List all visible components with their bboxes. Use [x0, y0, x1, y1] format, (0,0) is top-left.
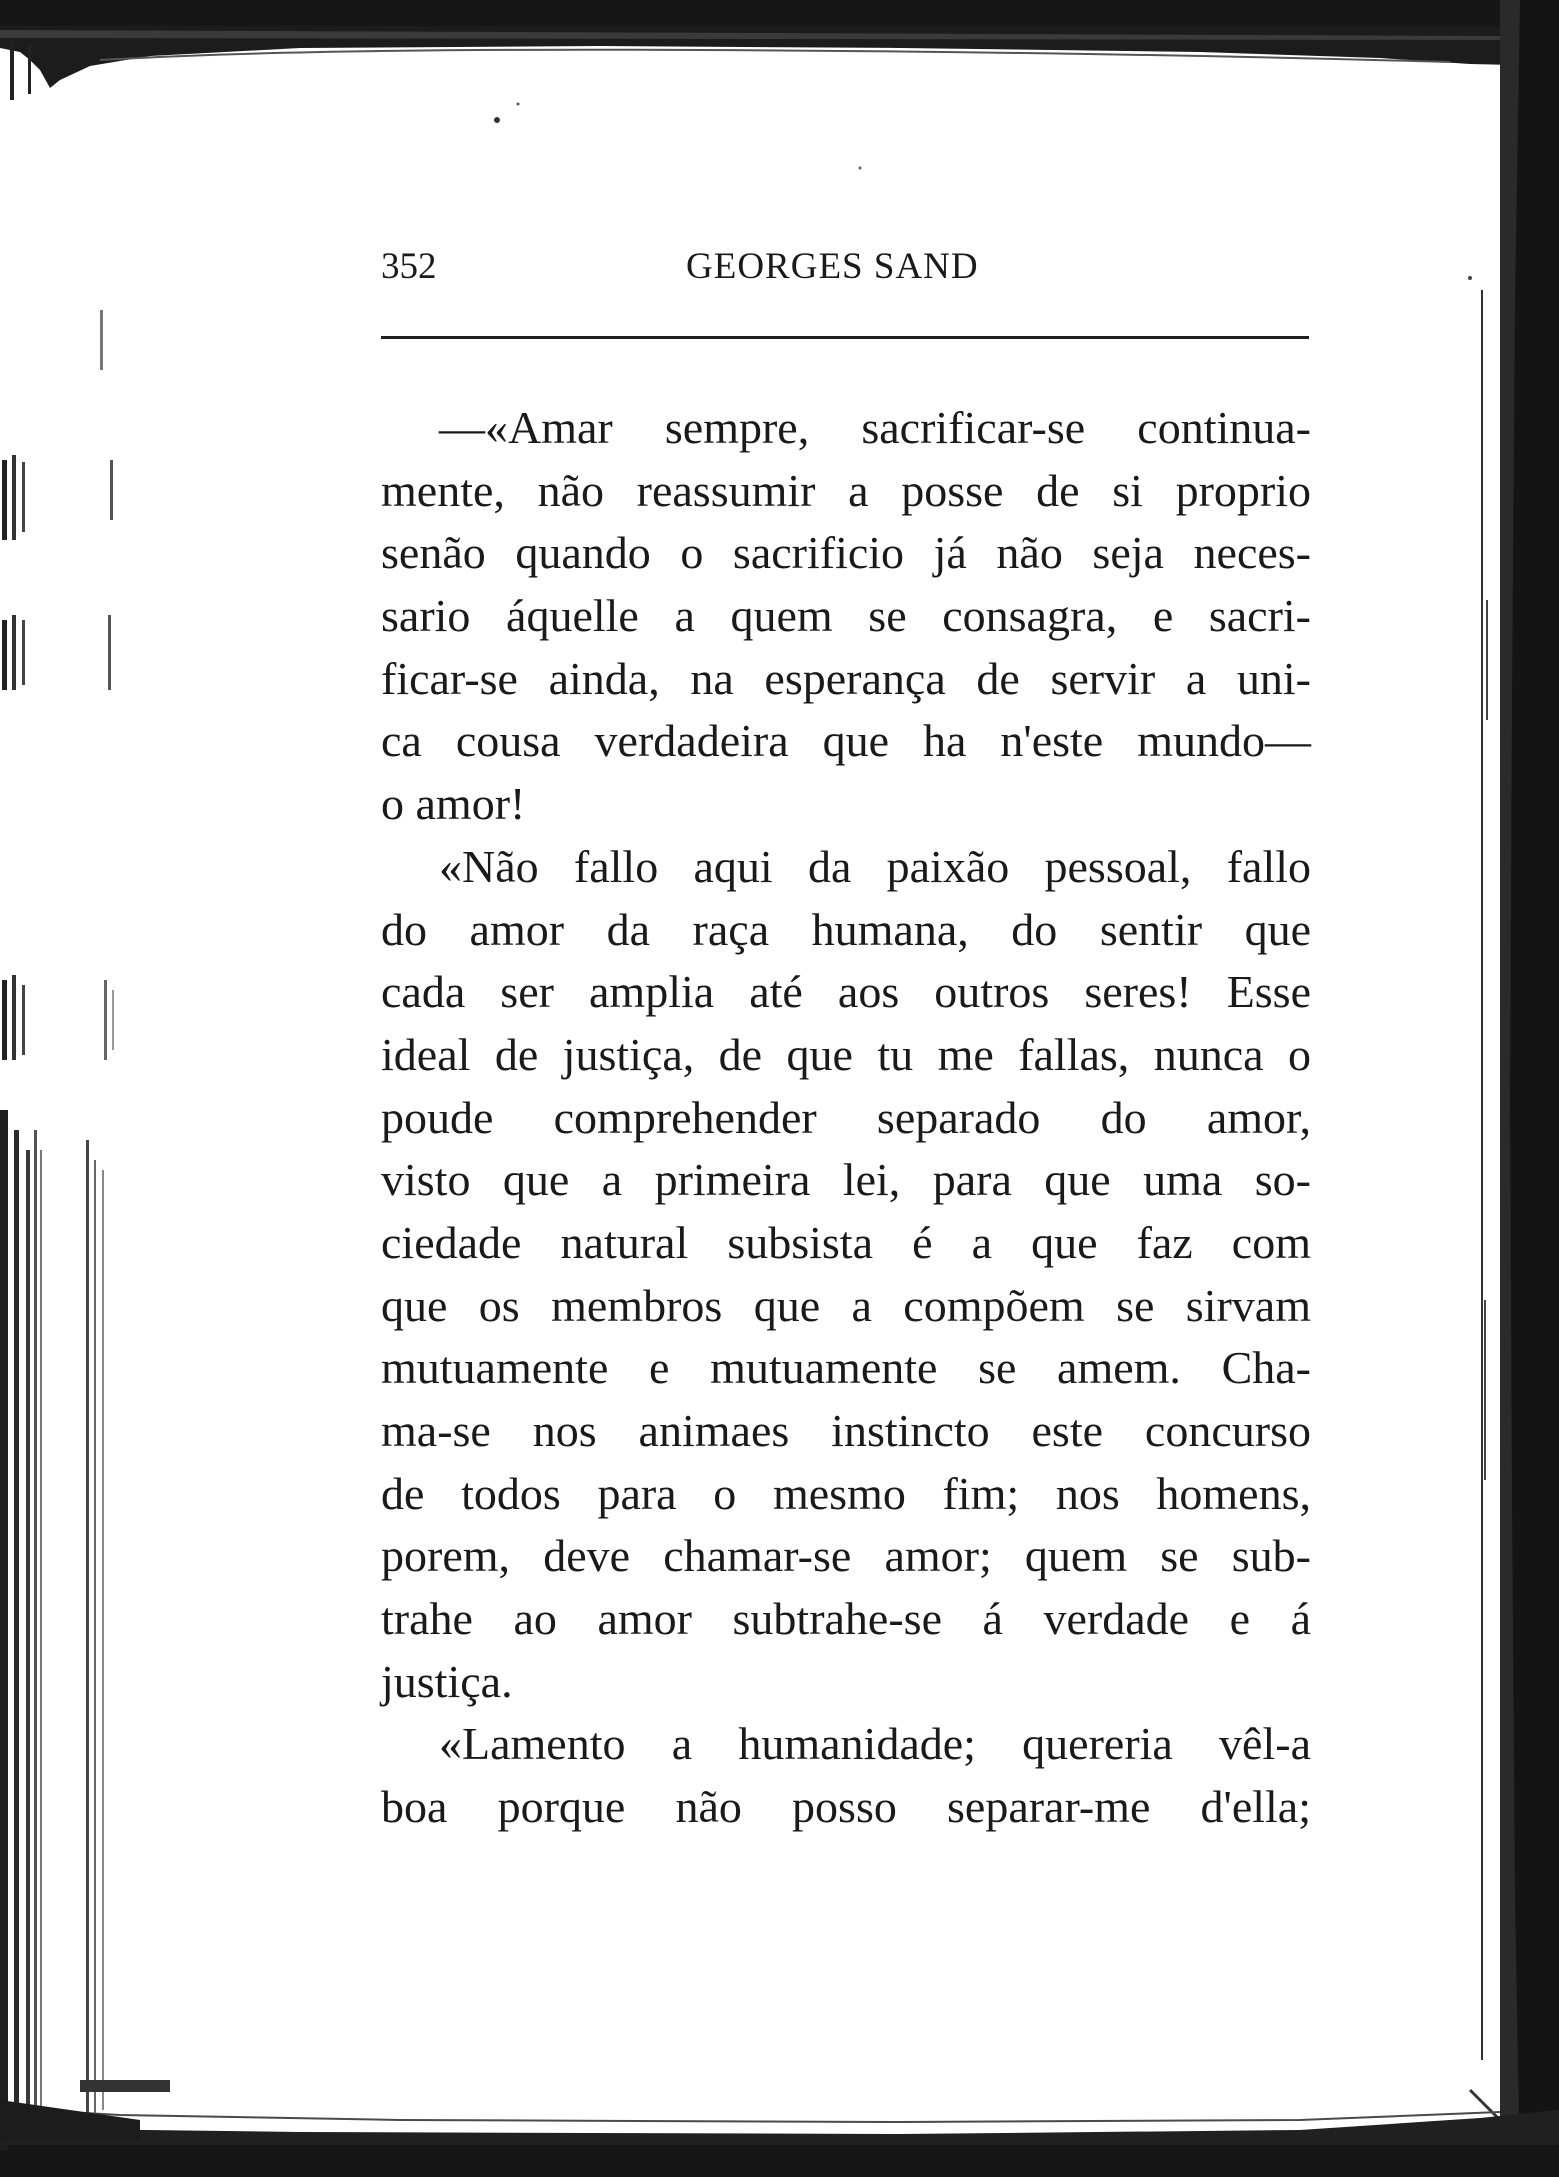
running-title: GEORGES SAND [686, 246, 979, 287]
text-line: visto que a primeira lei, para que uma so- [381, 1154, 1311, 1206]
header-rule [381, 336, 1309, 339]
text-line: ma-se nos animaes instincto este concurso [381, 1405, 1311, 1456]
top-scan-border [0, 0, 1559, 100]
text-line: «Não fallo aqui da paixão pessoal, fallo [439, 840, 1311, 892]
text-line: —«Amar sempre, sacrificar-se continua- [439, 402, 1311, 453]
text-line: boa porque não posso separar-me d'ella; [381, 1781, 1311, 1833]
text-line: trahe ao amor subtrahe-se á verdade e á [381, 1593, 1311, 1645]
left-binding-marks [0, 310, 170, 2150]
right-scan-border [1470, 0, 1559, 2177]
bottom-scan-border [0, 2108, 1559, 2177]
text-line: que os membros que a compõem se sirvam [381, 1279, 1311, 1331]
paragraph-3 [381, 1713, 1311, 1838]
text-line: ficar-se ainda, na esperança de servir a uni- [381, 652, 1311, 704]
paragraph-2 [381, 836, 1311, 1714]
text-line: cada ser amplia até aos outros seres! Esse [381, 966, 1311, 1018]
page-number: 352 [381, 246, 437, 287]
text-line: porem, deve chamar-se amor; quem se sub- [381, 1530, 1311, 1582]
text-line: senão quando o sacrificio já não seja neces- [381, 527, 1311, 579]
text-line: do amor da raça humana, do sentir que [381, 903, 1311, 955]
text-line: de todos para o mesmo fim; nos homens, [381, 1467, 1311, 1519]
text-line: mente, não reassumir a posse de si proprio [381, 464, 1311, 516]
body-text [381, 397, 1311, 1839]
text-line: ciedade natural subsista é a que faz com [381, 1216, 1311, 1268]
page-header [381, 242, 1309, 292]
text-line: mutuamente e mutuamente se amem. Cha- [381, 1342, 1311, 1394]
text-line: sario áquelle a quem se consagra, e sacri- [381, 590, 1311, 642]
text-line: ideal de justiça, de que tu me fallas, nunca o [381, 1028, 1311, 1080]
text-line: ca cousa verdadeira que ha n'este mundo— [381, 715, 1311, 767]
text-line: o amor! [381, 778, 526, 830]
text-line: justiça. [381, 1655, 513, 1707]
text-line: poude comprehender separado do amor, [381, 1091, 1311, 1143]
paragraph-1 [381, 397, 1311, 836]
text-line: «Lamento a humanidade; quereria vêl-a [439, 1718, 1311, 1770]
